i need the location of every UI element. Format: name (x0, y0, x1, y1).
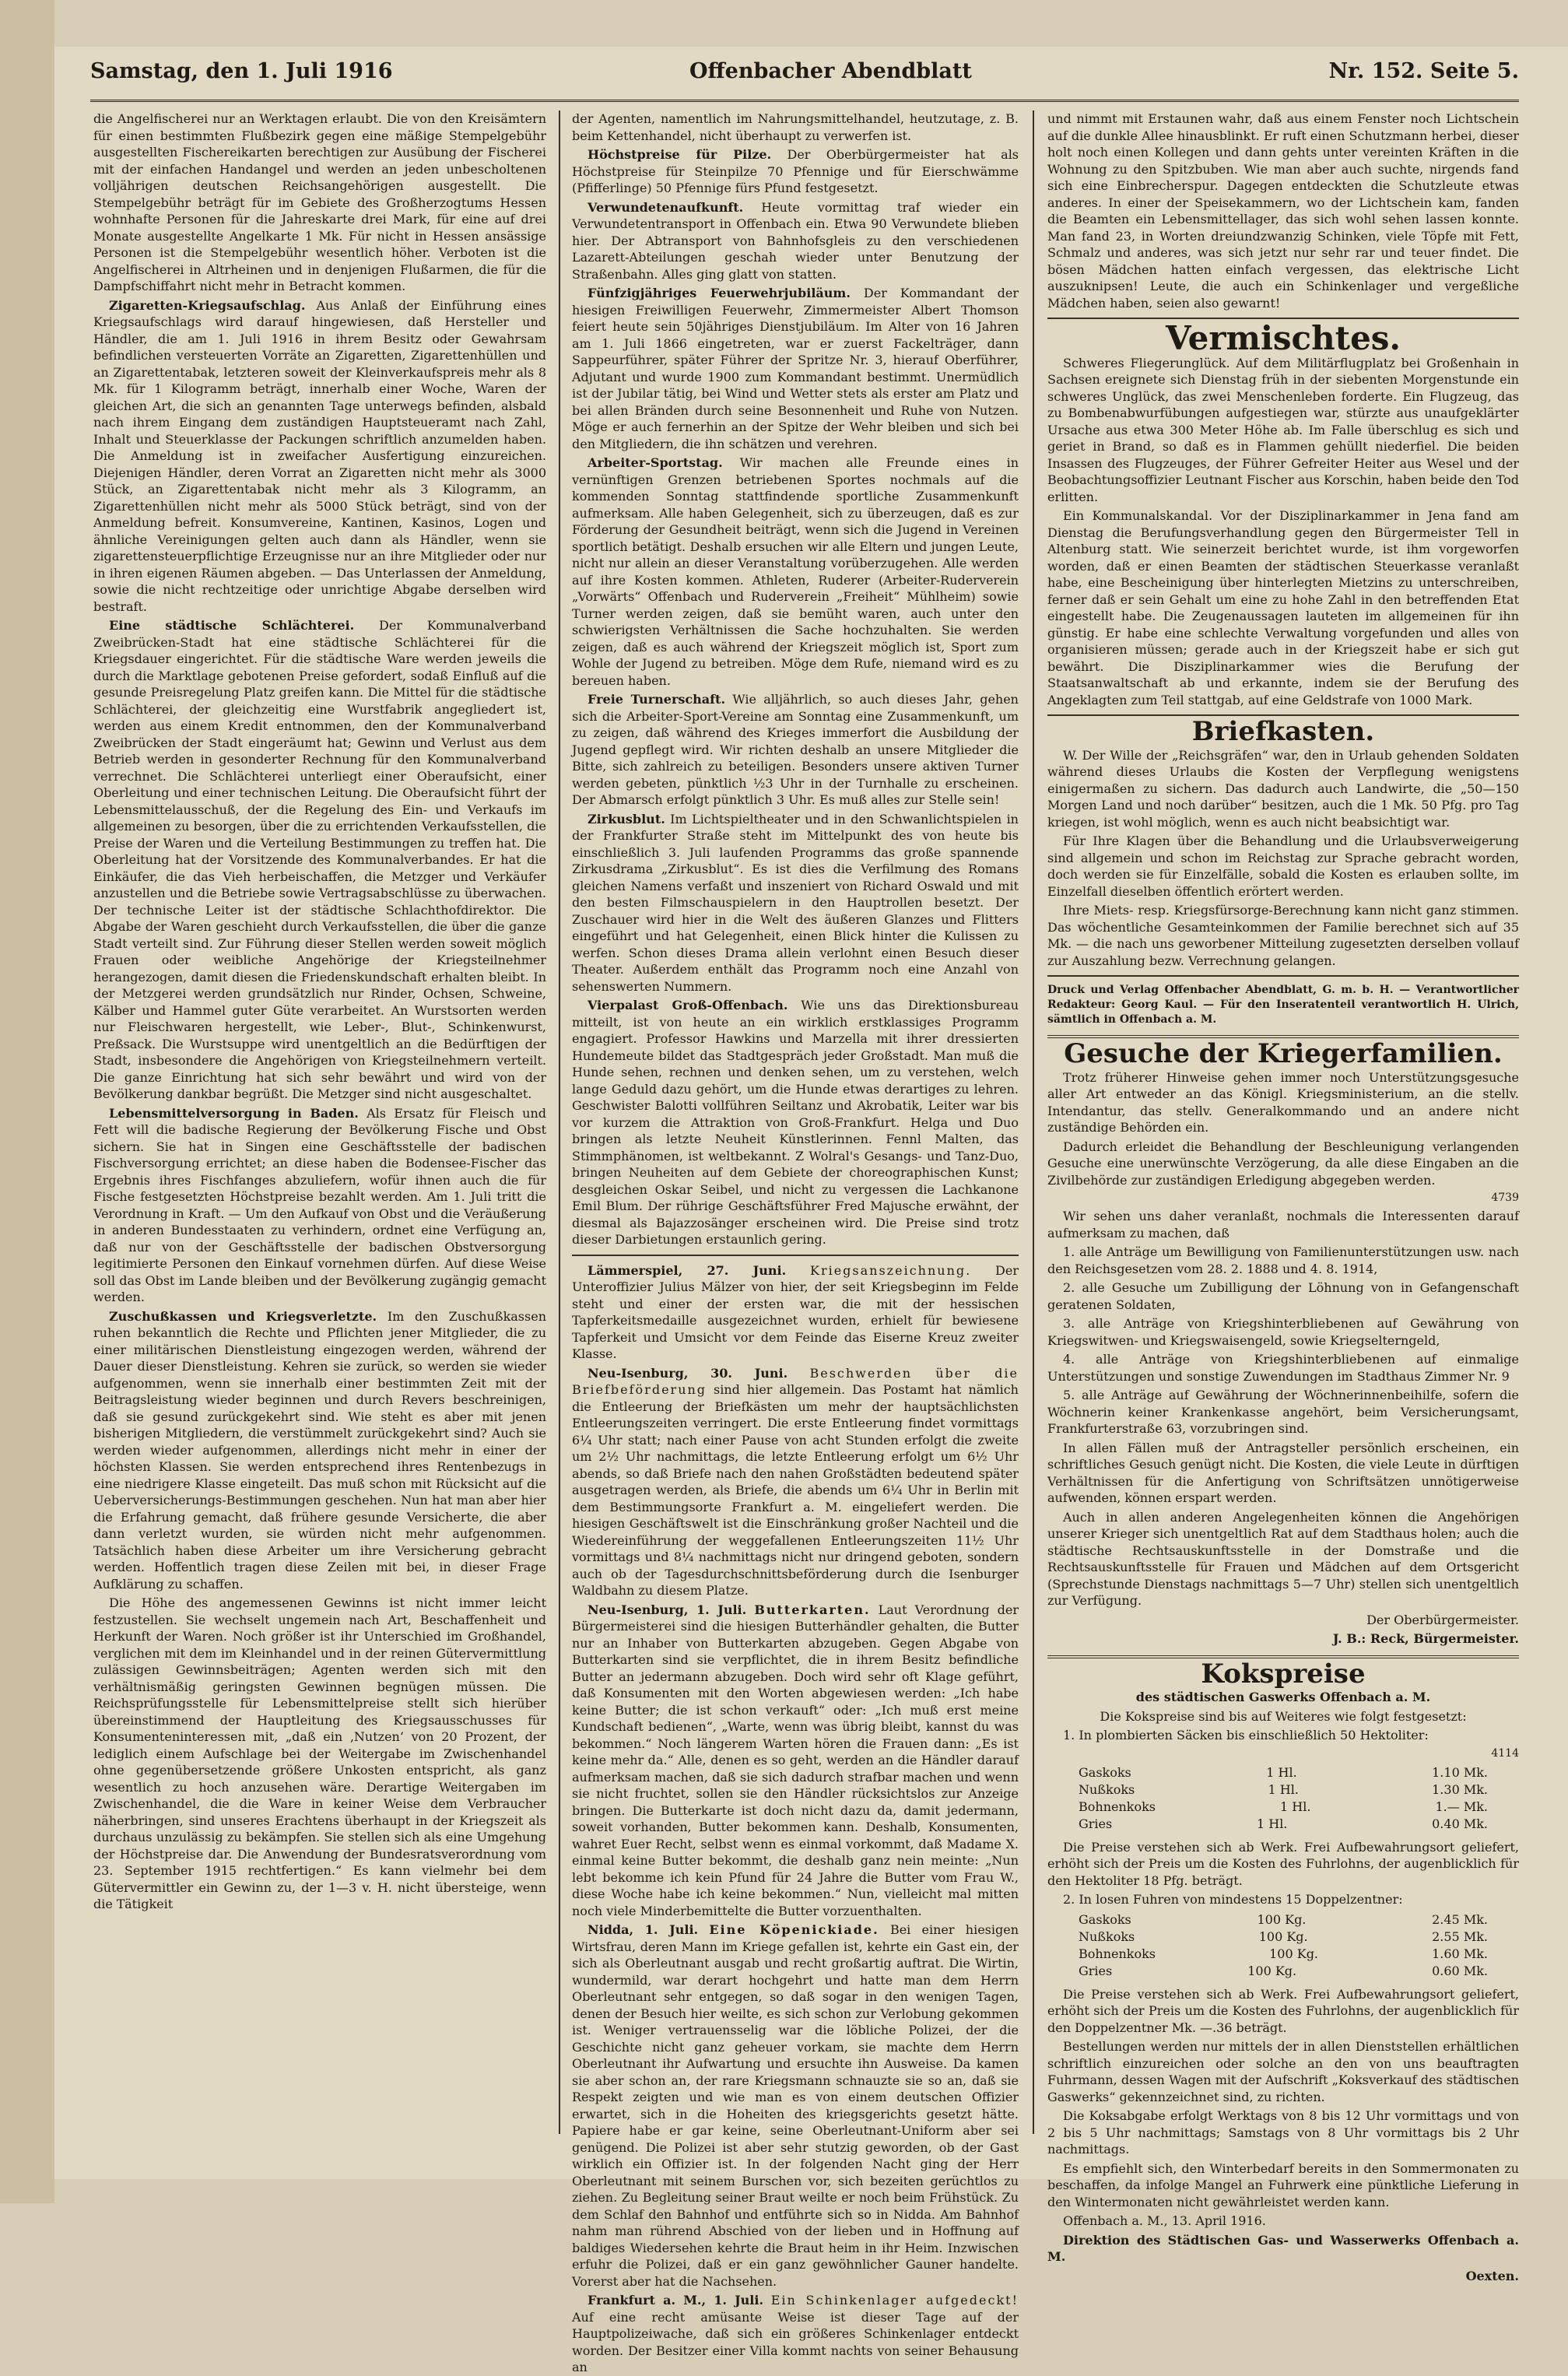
kok-price-row (1047, 1911, 1519, 1929)
heading-sportstag: Arbeiter-Sportstag. (588, 455, 723, 470)
signature-deputy: J. B.: Reck, Bürgermeister. (1332, 1631, 1519, 1646)
kok-price-name: Gries (1079, 1816, 1113, 1831)
section-title-briefkasten: Briefkasten. (1191, 716, 1375, 747)
article-zuschusskassen (93, 1308, 546, 1593)
text-isenburg-post: sind hier allgemein. Das Postamt hat nämlich die Entleerung der Briefkästen um mehr der hauptsächlichsten Entleerungszeiten verringert. Die erste Entleerung findet vormittags 6¼ Uhr statt; nach einer Pause von acht Stunden erfolgt die zweite um 2½ Uhr nachmittags, die letzte Entleerung erfolgt um 6½ Uhr abends, so daß Briefe nach den nahen Großstädten bedeutend später ausgetragen werden, als Briefe, die abends um 6¼ Uhr in Berlin mit dem Bestimmungsorte Frankfurt a. M. eingeliefert werden. Die hiesigen Geschäftswelt ist die Einschränkung großer Nachteil und die Wiedereinführung der weggefallenen Entleerungszeiten 11½ Uhr vormittags und 8¼ nachmittags nicht nur dringend geboten, sondern auch ob der Tagesdurchschnittsbeförderung durch die Isenburger Waldbahn zu diesem Platze. (572, 1382, 1019, 1598)
kok-price-name: Gries (1079, 1963, 1113, 1978)
header-date: Samstag, den 1. Juli 1916 (90, 59, 393, 83)
heading-laemmerspiel: Lämmerspiel, 27. Juni. (588, 1262, 787, 1278)
article-feuerwehr (572, 285, 1019, 452)
kok-subtitle: des städtischen Gaswerks Offenbach a. M. (1135, 1690, 1431, 1704)
imprint: Druck und Verlag Offenbacher Abendblatt, G. m. b. H. — Verantwortlicher Redakteur: Georg Kaul. — Für den Inseratenteil verantwortlich H. Ulrich, sämtlich in Offenbach a. M. (1047, 984, 1519, 1026)
kok-note-1: Die Preise verstehen sich ab Werk. Frei Aufbewahrungsort geliefert, erhöht sich der Preis um die Kosten des Fuhrlohns, der augenblicklich für den Hektoliter 18 Pfg. beträgt. (1047, 1839, 1519, 1888)
kok-note-3: Bestellungen werden nur mittels der in allen Dienststellen erhältlichen schriftlich einzureichen oder solche an den von uns beauftragten Fuhrmann, dessen Wagen mit der Aufschrift „Koksverkauf des städtischen Gaswerks“ gekennzeichnet sind, zu richten. (1047, 2039, 1519, 2104)
heading-isenburg-post: Neu-Isenburg, 30. Juni. (588, 1365, 788, 1381)
text-schlaechterei: Der Kommunalverband Zweibrücken-Stadt hat eine städtische Schlächterei für die Kriegsdauer eingerichtet. Für die städtische Ware werden jeweils die durch die Marktlage gebotenen Preise gefordert, sodaß Einfluß auf die gesunde Preisregelung Platz greifen kann. Die Mittel für die städtische Schlächterei, der gleichzeitig eine Wurstfabrik angegliedert ist, werden aus einem Kredit entnommen, den der Kommunalverband Zweibrücken der Stadt eingeräumt hat; Gewinn und Verlust aus dem Betrieb werden in gesonderter Rechnung für den Kommunalverband verrechnet. Die Schlächterei unterliegt einer Oberaufsicht, einer Oberleitung und einer technischen Leitung. Die Oberaufsicht führt der Lebensmittelausschuß, der die Regelung des Ein- und Verkaufs im allgemeinen zu besorgen, über die zu errichtenden Verkaufsstellen, die Preise der Waren und die Verteilung Bestimmungen zu treffen hat. Die Oberleitung hat der Vorsitzende des Kommunalverbandes. Er hat die Einkäufer, die das Vieh herbeischaffen, die Metzger und Verkäufer anzustellen und die Betriebe sowie Vertragsabschlüsse zu überwachen. Der technische Leiter ist der städtische Schlachthofdirektor. Die Abgabe der Waren geschieht durch Verkaufsstellen, die über die ganze Stadt verteilt sind. Zur Führung dieser Stellen werden soweit möglich Frauen oder weibliche Angehörige der Kriegsteilnehmer herangezogen, damit diesen die Friedenskundschaft erhalten bleibt. In der Metzgerei werden grundsätzlich nur Rinder, Ochsen, Schweine, Kälber und Hammel guter Güte verarbeitet. An Wurstsorten werden nur Fleischwaren hergestellt, wie Leber-, Blut-, Schinkenwurst, Preßsack. Die Wurstsuppe wird unentgeltlich an die Bedürftigen der Stadt, insbesondere die Angehörigen von Kriegsteilnehmern verteilt. Die ganze Einrichtung hat sich sehr bewährt und wird von der Bevölkerung dankbar begrüßt. Die Metzger sind nicht ausgeschaltet. (93, 618, 546, 1101)
kok-price-row (1047, 1764, 1519, 1781)
gesuche-item-2: 2. alle Gesuche um Zubilligung der Löhnung von in Gefangenschaft geratenen Soldaten, (1047, 1280, 1519, 1312)
article-laemmerspiel (572, 1262, 1019, 1363)
section-title-kokspreise: Kokspreise (1201, 1658, 1366, 1690)
gesuche-advice: Auch in allen anderen Angelegenheiten können die Angehörigen unserer Krieger sich unentgeltlich Rat auf dem Stadthaus holen; auch die städtische Rechtsauskunftsstelle in der Domstraße und die Rechtsauskunftsstelle für Frauen und Mädchen auf dem Ortsgericht (Sprechstunde Dienstags nachmittags 5—7 Uhr) stellen sich unentgeltlich zur Verfügung. (1047, 1509, 1519, 1608)
text-verwundete: Heute vormittag traf wieder ein Verwundetentransport in Offenbach ein. Etwa 90 Verwundete blieben hier. Der Abtransport von Bahnhofsgleis zu den verschiedenen Lazarett-Abteilungen geschah wieder unter Benutzung der Straßenbahn. Alles ging glatt von statten. (572, 199, 1019, 282)
article-zigaretten (93, 297, 546, 616)
article-angelfischerei: die Angelfischerei nur an Werktagen erlaubt. Die von den Kreisämtern für einen bestimmten Flußbezirk gegen eine mäßige Stempelgebühr ausgestellten Fischereikarten berechtigen zur Ausübung der Fischerei mit der einfachen Handangel und werden an jeden unbescholtenen volljährigen deutschen Reichsangehörigen ausgestellt. Die Stempelgebühr beträgt für im Gebiete des Großherzogtums Hessen wohnhafte Personen für die Jahreskarte drei Mark, für eine auf drei Monate ausgestellte Angelkarte 1 Mk. Für nicht in Hessen ansässige Personen ist die Stempelgebühr wesentlich höher. Verboten ist die Angelfischerei in Altrheinen und in denjenigen Flußarmen, die für die Dampfschiffahrt nicht mehr in Betracht kommen. (93, 111, 546, 293)
kok-number: 4114 (1491, 1746, 1519, 1760)
kok-intro: Die Kokspreise sind bis auf Weiteres wie folgt festgesetzt: (1100, 1708, 1467, 1724)
kok-price-row (1047, 1816, 1519, 1833)
text-butterkarten: Laut Verordnung der Bürgermeisterei sind die hiesigen Butterhändler gehalten, die Butter nur an Inhaber von Butterkarten abzugeben. Gegen Abgabe von Butterkarten sind sie verpflichtet, die in ihrem Besitz befindliche Butter an jedermann abzugeben. Doch wird sehr oft Klage geführt, daß Konsumenten mit den Worten abgewiesen werden: „Ich habe keine Butter; die ist schon verkauft“ oder: „Ich muß erst meine Kundschaft bedienen“, „Warte, wenn was übrig bleibt, kannst du was bekommen.“ Noch längerem Warten hören die Frauen dann: „Es ist keine mehr da.“ Alle, denen es so geht, werden an die Händler darauf aufmerksam machen, daß sie sich dadurch strafbar machen und wenn sie nicht fruchtet, sollen sie den Händler rücksichtslos zur Anzeige bringen. Die Butterkarte ist doch nicht dazu da, damit jedermann, soweit vorhanden, Butter bekommen kann. Deshalb, Konsumenten, wahret Euer Recht, selbst wenn es einmal vorkommt, daß Madame X. einmal keine Butter bekommt, die deshalb ganz nein meinte: „Nun lebt bekomme ich kein Pfund für 24 Jahre die Butter vom Frau W., diese Woche habe ich keine bekommen.“ Nun, vielleicht mal mitten noch viele Minderbemittelte die Butter vorzuenthalten. (572, 1602, 1019, 1918)
heading-pilze: Höchstpreise für Pilze. (588, 147, 772, 162)
article-pilze (572, 146, 1019, 197)
kok-section-2: 2. In losen Fuhren von mindestens 15 Doppelzentner: (1063, 1892, 1403, 1907)
gesuche-delay: Dadurch erleidet die Behandlung der Beschleunigung verlangenden Gesuche eine unerwünschte Verzögerung, da alle diese Eingaben an die Zivilbehörde zur zuständigen Erledigung abgegeben werden. (1047, 1139, 1519, 1188)
article-turnerschaft (572, 691, 1019, 809)
article-gewinn: Die Höhe des angemessenen Gewinns ist nicht immer leicht festzustellen. Sie wechselt ungemein nach Art, Beschaffenheit und Herkunft der Waren. Noch größer ist ihr Unterschied im Großhandel, verglichen mit dem im Kleinhandel und in der reinen Gütervermittlung zulässigen Gewinnsbeiträgen; Agenten werden sich mit den verhältnismäßig geringsten Gewinnen begnügen müssen. Die Reichsprüfungsstelle für Lebensmittelpreise stellt sich hierüber übereinstimmend der Hauptleitung des Kriegsausschusses für Konsumenteninteressen mit, „daß ein ‚Nutzen‘ von 20 Prozent, der lediglich einem Aufschlage bei der Weitergabe im Zwischenhandel ohne gegenübersetzende größere Unkosten entspricht, als ganz wesentlich zu hoch anzusehen wäre. Derartige Weitergaben im Zwischenhandel, die die Ware in keiner Weise dem Verbraucher näherbringen, sind unseres Erachtens überhaupt in der Kriegszeit als durchaus unzulässig zu bekämpfen. Sie stellen sich als eine Umgehung der Höchstpreise dar. Die Anwendung der Bundesratsverordnung vom 23. September 1915 rechtfertigen.“ Es kann vielmehr bei dem Gütervermittler ein Gewinn zu, der 1—3 v. H. nicht übersteige, wenn die Tätigkeit (93, 1595, 546, 1911)
gesuche-number: 4739 (1491, 1192, 1519, 1204)
kok-price-name: Nußkoks (1079, 1781, 1135, 1797)
article-butterkarten (572, 1602, 1019, 1920)
header-page-number: Nr. 152. Seite 5. (1328, 59, 1519, 83)
kok-price-price: 0.60 Mk. (1432, 1963, 1488, 1978)
kok-note-2: Die Preise verstehen sich ab Werk. Frei Aufbewahrungsort geliefert, erhöht sich der Preis um die Kosten des Fuhrlohns, der augenblicklich für den Doppelzentner Mk. —.36 beträgt. (1047, 1986, 1519, 2035)
subheading-laemmerspiel: Kriegsanszeichnung. (809, 1262, 972, 1278)
kok-price-price: 2.45 Mk. (1432, 1911, 1488, 1927)
kok-price-qty: 100 Kg. (1258, 1929, 1308, 1944)
kok-price-price: 0.40 Mk. (1432, 1816, 1488, 1831)
column-divider-2 (1033, 111, 1034, 2134)
kok-date: Offenbach a. M., 13. April 1916. (1063, 2213, 1266, 2228)
gesuche-notice: Wir sehen uns daher veranlaßt, nochmals die Interessenten darauf aufmerksam zu machen, daß (1047, 1209, 1519, 1241)
text-zirkusblut: Im Lichtspieltheater und in den Schwanlichtspielen in der Frankfurter Straße steht im Mittelpunkt des von heute bis einschließlich 3. Juli laufenden Programms das große spannende Zirkusdrama „Zirkusblut“. Es ist dies die Verfilmung des Romans gleichen Namens verfaßt und inszeniert von Richard Oswald und mit den besten Filmschauspielern in den Hauptrollen besetzt. Der Zuschauer wird hier in die Welt des äußeren Glanzes und Flitters eingeführt und hat Gelegenheit, einen Blick hinter die Kulissen zu werfen. Schon dieses Drama allein verlohnt einen Besuch dieser Theater. Außerdem enthält das Programm noch eine Anzahl von sehenswerten Nummern. (572, 811, 1019, 994)
gesuche-item-3: 3. alle Anträge von Kriegshinterbliebenen auf Gewährung von Kriegswitwen- und Kriegswaisengeld, sowie Kriegselterngeld, (1047, 1316, 1519, 1348)
text-pilze: Der Oberbürgermeister hat als Höchstpreise für Steinpilze 70 Pfennige und für Eierschwämme (Pfifferlinge) 50 Pfennige fürs Pfund festgesetzt. (572, 147, 1019, 195)
kok-price-price: 1.30 Mk. (1432, 1781, 1488, 1797)
letter-answer-2: Für Ihre Klagen über die Behandlung und die Urlaubsverweigerung sind allgemein und schon im Reichstag zur Sprache gebracht worden, doch werden sie für Einzelfälle, sobald die Kosten es erlauben sollte, im Einzelfall dieselben öffentlich erörtert werden. (1047, 834, 1519, 899)
gesuche-item-1: 1. alle Anträge um Bewilligung von Familienunterstützungen usw. nach den Reichsgesetzen vom 28. 2. 1888 und 4. 8. 1914, (1047, 1244, 1519, 1276)
heading-nidda: Nidda, 1. Juli. (588, 1922, 699, 1937)
header-masthead: Offenbacher Abendblatt (689, 59, 972, 83)
kok-price-qty: 100 Kg. (1257, 1911, 1307, 1927)
kok-price-name: Gaskoks (1079, 1911, 1131, 1927)
letter-answer-3: Ihre Miets- resp. Kriegsfürsorge-Berechnung kann nicht ganz stimmen. Das wöchentliche Gesamteinkommen der Familie berechnet sich auf 35 Mk. — die nach uns geworbener Mitteilung zugesetzten derselben vollauf zur Auszahlung bezw. Verrechnung gelangen. (1047, 903, 1519, 968)
heading-turnerschaft: Freie Turnerschaft. (588, 692, 726, 707)
divider-kokspreise (1047, 1655, 1519, 1658)
gesuche-personal: In allen Fällen muß der Antragsteller persönlich erscheinen, ein schriftliches Gesuch genügt nicht. Die Kosten, die viele Leute in dürftigen Verhältnissen für die Anfertigung von Schriftsätzen unnötigerweise aufwenden, können erspart werden. (1047, 1440, 1519, 1505)
kok-direction: Direktion des Städtischen Gas- und Wasserwerks Offenbach a. M. (1047, 2232, 1519, 2264)
heading-zuschusskassen: Zuschußkassen und Kriegsverletzte. (109, 1308, 377, 1324)
kok-note-4: Die Koksabgabe erfolgt Werktags von 8 bis 12 Uhr vormittags und von 2 bis 5 Uhr nachmittags; Samstags von 8 Uhr vormittags bis 2 Uhr nachmittags. (1047, 2108, 1519, 2157)
gesuche-item-5: 5. alle Anträge auf Gewährung der Wöchnerinnenbeihilfe, sofern die Wöchnerin keiner Krankenkasse angehört, beim Versicherungsamt, Frankfurterstraße 63, vorzubringen sind. (1047, 1388, 1519, 1436)
section-title-gesuche: Gesuche der Kriegerfamilien. (1064, 1038, 1503, 1069)
heading-butterkarten: Neu-Isenburg, 1. Juli. (588, 1602, 747, 1617)
column-3 (1047, 111, 1519, 2283)
kok-price-row (1047, 1799, 1519, 1816)
article-schinken-cont: und nimmt mit Erstaunen wahr, daß aus einem Fenster noch Lichtschein auf die dunkle Allee hinausblinkt. Er ruft einen Schutzmann herbei, dieser holt noch einen Kollegen und dann gehts unter vereinten Kräften in die Wohnung zu den Spitzbuben. Wie man aber auch suchte, nirgends fand sich eine Einbrecherspur. Dagegen entdeckten die Schutzleute etwas anderes. In einer der Speisekammern, wo der Lichtschein kam, fanden die Beamten ein Lebensmittellager, das sich wohl sehen lassen konnte. Man fand 23, in Worten dreiundzwanzig Schinken, viele Töpfe mit Fett, Schmalz und anderes, was sich jetzt nur sehr rar und teuer findet. Die bösen Mädchen hatten einfach vergessen, das elektrische Licht auszuknipsen! Leute, die auch ein Schinkenlager und vergeßliche Mädchen haben, seien also gewarnt! (1047, 111, 1519, 311)
article-sportstag (572, 454, 1019, 689)
gesuche-item-4: 4. alle Anträge von Kriegshinterbliebenen auf einmalige Unterstützungen und sonstige Zuwendungen im Stadthaus Zimmer Nr. 9 (1047, 1352, 1519, 1384)
signature-mayor: Der Oberbürgermeister. (1366, 1612, 1519, 1627)
text-vierpalast: Wie uns das Direktionsbureau mitteilt, ist von heute an ein wirklich erstklassiges Programm engagiert. Professor Hawkins und Marzella mit ihrer dressierten Hundemeute bildet das Stadtgespräch jeder Großstadt. Man muß die Hunde sehen, rechnen und denken sehen, um zu verstehen, welch lange Geduld dazu gehört, um die Hunde etwas derartiges zu lehren. Geschwister Balotti vollführen Seiltanz und Akrobatik, Leiter war bis vor kurzem die Attraktion von Groß-Frankfurt. Helga und Duo bringen als letzte Neuheit Künstlerinnen. Fennl Malten, das Stimmphänomen, ist weltbekannt. Z Wolral's Gesangs- und Tanz-Duo, bringen Neuheiten auf dem Gebiete der choreographischen Kunst; desgleichen Oskar Seibel, und nicht zu vergessen die Lachkanone Emil Blum. Der rührige Geschäftsführer Fred Majusche erwähnt, der diesmal als Bajazzosänger erscheinen wird. Die Preise sind trotz dieser Darbietungen erstaunlich gering. (572, 998, 1019, 1247)
gesuche-intro: Trotz früherer Hinweise gehen immer noch Unterstützungsgesuche aller Art entweder an das Königl. Kriegsministerium, an die stellv. Intendantur, das stellv. Generalkommando und an andere nicht zuständige Behörden ein. (1047, 1069, 1519, 1135)
text-sportstag: Wir machen alle Freunde eines in vernünftigen Grenzen betriebenen Sportes nochmals auf die kommenden Sonntag stattfindende sportliche Zusammenkunft aufmerksam. Alle haben Gelegenheit, sich zu überzeugen, daß es zur Förderung der Gesundheit beiträgt, wenn sich die Jugend in Vereinen sportlich betätigt. Deshalb ersuchen wir alle Eltern und jungen Leute, nicht nur allein an dieser Veranstaltung vorüberzugehen. Alle werden auf ihre Kosten kommen. Athleten, Ruderer (Arbeiter-Ruderverein „Vorwärts“ Offenbach und Ruderverein „Freiheit“ Mühlheim) sowie Turner werden zeigen, daß sie bemüht waren, auch unter den schwierigsten Verhältnissen die Sache hochzuhalten. Sie werden zeigen, daß es auch während der Kriegszeit möglich ist, Sport zum Wohle der Jugend zu betreiben. Möge dem Rufe, niemand wird es zu bereuen haben. (572, 455, 1019, 688)
divider-imprint (1047, 975, 1519, 977)
subheading-nidda: Eine Köpenickiade. (709, 1922, 879, 1937)
heading-frankfurt: Frankfurt a. M., 1. Juli. (588, 2293, 764, 2308)
page-header (90, 54, 1519, 93)
heading-zigaretten: Zigaretten-Kriegsaufschlag. (109, 297, 306, 313)
kok-price-name: Gaskoks (1079, 1764, 1131, 1780)
article-schlaechterei (93, 617, 546, 1103)
heading-baden: Lebensmittelversorgung in Baden. (109, 1105, 359, 1121)
kok-price-price: 1.10 Mk. (1432, 1764, 1488, 1780)
kok-price-name: Bohnenkoks (1079, 1799, 1156, 1814)
kok-price-price: 1.60 Mk. (1432, 1946, 1488, 1961)
kok-price-row (1047, 1929, 1519, 1946)
kok-price-qty: 1 Hl. (1256, 1816, 1288, 1831)
kok-price-row (1047, 1781, 1519, 1799)
article-baden (93, 1105, 546, 1306)
kok-price-qty: 1 Hl. (1266, 1764, 1297, 1780)
letter-answer-1: W. Der Wille der „Reichsgräfen“ war, den in Urlaub gehenden Soldaten während dieses Urlaubs die Kosten der Verpflegung wenigstens einigermaßen zu sichern. Das dadurch auch Landwirte, die „50—150 Morgen Land und noch darüber“ besitzen, auch die 1 Mk. 50 Pfg. pro Tag kriegen, ist wohl möglich, wenn es auch nicht beabsichtigt war. (1047, 747, 1519, 830)
kok-price-name: Nußkoks (1079, 1929, 1135, 1944)
subheading-frankfurt: Ein Schinkenlager aufgedeckt! (770, 2293, 1019, 2308)
heading-feuerwehr: Fünfzigjähriges Feuerwehrjubiläum. (588, 286, 851, 300)
text-feuerwehr: Der Kommandant der hiesigen Freiwilligen Feuerwehr, Zimmermeister Albert Thomson feiert heute sein 50jähriges Dienstjubiläum. Im Alter von 16 Jahren am 1. Juli 1866 eingetreten, war er zuerst Fackelträger, dann Sappeurführer, später Führer der Spritze Nr. 3, hierauf Oberführer, Adjutant und wurde 1900 zum Kommandant bestimmt. Unermüdlich ist der Jubilar tätig, bei Wind und Wetter stets als erster am Platz und bei allen Bränden durch seine Besonnenheit und Ruhe von Nutzen. Möge er auch fernerhin an der Spitze der Wehr bleiben und sich bei den Mitgliedern, die ihn schätzen und verehren. (572, 286, 1019, 451)
kok-price-list-2 (1047, 1911, 1519, 1980)
header-rule (90, 100, 1519, 102)
kok-price-row (1047, 1946, 1519, 1963)
divider-local-news (572, 1255, 1019, 1256)
subheading-butterkarten: Butterkarten. (754, 1602, 871, 1617)
kok-note-5: Es empfiehlt sich, den Winterbedarf bereits in den Sommermonaten zu beschaffen, da infolge Mangel an Fuhrwerk eine pünktliche Lieferung in den Wintermonaten nicht gewährleistet werden kann. (1047, 2160, 1519, 2209)
text-zuschusskassen: Im den Zuschußkassen ruhen bekanntlich die Rechte und Pflichten jener Mitglieder, die zu einer militärischen Dienstleistung eingezogen werden, während der Dauer dieser Dienstleistung. Kehren sie zurück, so werden sie wieder aufgenommen, wenn sie innerhalb einer bestimmten Zeit mit der Beitragsleistung wieder beginnen und durch Revers beschreinigen, daß sie gesund zurückgekehrt sind. Wie steht es aber mit jenen bisherigen Mitgliedern, die verstümmelt zurückgekehrt sind? Auch sie werden wieder aufgenommen, allerdings nicht mehr in einer der höchsten Klassen. Sie werden entsprechend ihres Rentenbezugs in eine niedrigere Klasse eingeteilt. Das muß schon mit Rücksicht auf die Ueberversicherungs-Bestimmungen geschehen. Nun hat man aber hier die Erfahrung gemacht, daß frühere gesunde Versicherte, die aber dann verletzt wurden, sie würden nicht mehr aufgenommen. Tatsächlich haben diese Arbeiter um ihre Versicherung gebracht werden. Hoffentlich tragen diese Zeilen mit bei, in dieser Frage Aufklärung zu schaffen. (93, 1308, 546, 1592)
subheading-isenburg-post: Beschwerden über die Briefbeförderung (572, 1365, 1019, 1397)
text-zigaretten: Aus Anlaß der Einführung eines Kriegsaufschlags wird darauf hingewiesen, daß Hersteller und Händler, die am 1. Juli 1916 in ihrem Besitz oder Gewahrsam befindlichen versteuerten Vorräte an Zigaretten, Zigarettenhüllen und an Zigarettentabak, letzteren soweit der Kleinverkaufspreis mehr als 8 Mk. für 1 Kilogramm beträgt, innerhalb einer Woche, Waren der gleichen Art, die sich an genannten Tage unterwegs befinden, alsbald nach ihrem Eingang dem zuständigen Hauptsteueramt nach Zahl, Inhalt und Steuerklasse der Packungen schriftlich anzumelden haben. Die Anmeldung ist in zweifacher Ausfertigung einzureichen. Diejenigen Händler, deren Vorrat an Zigaretten nicht mehr als 3000 Stück, an Zigarettentabak nicht mehr als 3 Kilogramm, an Zigarettenhüllen nicht mehr als 5000 Stück beträgt, sind von der Anmeldung befreit. Konsumvereine, Kantinen, Kasinos, Logen und ähnliche Vereinigungen gelten auch dann als Händler, wenn sie zigarettensteuerpflichtige Erzeugnisse nur an ihre Mitglieder oder nur in ihren eigenen Räumen abgeben. — Das Unterlassen der Anmeldung, sowie die nicht rechtzeitige oder unrichtige Abgabe derselben wird bestraft. (93, 297, 546, 614)
article-nidda (572, 1922, 1019, 2290)
kok-price-list-1 (1047, 1764, 1519, 1833)
kok-price-qty: 100 Kg. (1269, 1946, 1319, 1961)
kok-price-qty: 1 Hl. (1280, 1799, 1311, 1814)
kok-price-name: Bohnenkoks (1079, 1946, 1156, 1961)
article-isenburg-post (572, 1365, 1019, 1599)
article-verwundete (572, 199, 1019, 283)
kok-price-qty: 1 Hl. (1268, 1781, 1299, 1797)
kok-price-qty: 100 Kg. (1247, 1963, 1297, 1978)
article-zirkusblut (572, 811, 1019, 995)
text-turnerschaft: Wie alljährlich, so auch dieses Jahr, gehen sich die Arbeiter-Sport-Vereine am Sonntag eine Zusammenkunft, um zu zeigen, daß während des Krieges immerfort die Ausbildung der Jugend gepflegt wird. Wir richten deshalb an unsere Mitglieder die Bitte, sich zahlreich zu beteiligen. Besonders unsere aktiven Turner werden gebeten, pünktlich ½3 Uhr in der Turnhalle zu erscheinen. Der Abmarsch erfolgt pünktlich 3 Uhr. Es muß alles zur Stelle sein! (572, 692, 1019, 807)
column-2 (572, 111, 1019, 2374)
page-margin-shadow (0, 0, 54, 2203)
kok-price-row (1047, 1963, 1519, 1980)
heading-verwundete: Verwundetenaufkunft. (588, 199, 744, 215)
text-frankfurt: Auf eine recht amüsante Weise ist dieser Tage auf der Hauptpolizeiwache, daß sich ein größeres Schinkenlager entdeckt worden. Der Besitzer einer Villa kommt nachts von seiner Behausung an (572, 2309, 1019, 2374)
heading-zirkusblut: Zirkusblut. (588, 811, 665, 827)
article-vierpalast (572, 997, 1019, 1248)
text-laemmerspiel: Der Unteroffizier Julius Mälzer von hier, der seit Kriegsbeginn im Felde steht und einer der ersten war, die mit der hessischen Tapferkeitsmedaille ausgezeichnet wurden, erhielt für bewiesene Tapferkeit und Umsicht vor dem Feinde das Eiserne Kreuz zweiter Klasse. (572, 1262, 1019, 1361)
column-1 (93, 111, 546, 2150)
heading-schlaechterei: Eine städtische Schlächterei. (109, 618, 355, 633)
column-divider-1 (559, 111, 560, 2134)
kok-price-price: 1.— Mk. (1435, 1799, 1488, 1814)
kok-section-1: 1. In plombierten Säcken bis einschließlich 50 Hektoliter: (1063, 1728, 1429, 1743)
heading-vierpalast: Vierpalast Groß-Offenbach. (588, 998, 788, 1013)
article-frankfurt (572, 2292, 1019, 2376)
kok-price-price: 2.55 Mk. (1432, 1929, 1488, 1944)
article-agenten: der Agenten, namentlich im Nahrungsmittelhandel, heutzutage, z. B. beim Kettenhandel, nicht überhaupt zu verwerfen ist. (572, 111, 1019, 143)
text-baden: Als Ersatz für Fleisch und Fett will die badische Regierung der Bevölkerung Fische und Obst sichern. Sie hat in Singen eine Geschäftsstelle der badischen Fischversorgung errichtet; an diese haben die Bodensee-Fischer das Ergebnis ihres Fischfanges abzuliefern, wofür ihnen auch die für Fische festgesetzten Höchstpreise bezahlt werden. Am 1. Juli tritt die Verordnung in Kraft. — Um den Aufkauf von Obst und die Veräußerung in anderen Bundesstaaten zu verhindern, ordnet eine Verfügung an, daß nur von der Geschäftsstelle der badischen Obstversorgung legitimierte Personen den Einkauf vornehmen dürfen. Auf diese Weise soll das Obst im Lande bleiben und der Bevölkerung zugängig gemacht werden. (93, 1105, 547, 1304)
article-fliegerunglueck: Schweres Fliegerunglück. Auf dem Militärflugplatz bei Großenhain in Sachsen ereignete sich Dienstag früh in der siebenten Morgenstunde ein schweres Unglück, das zwei Menschenleben forderte. Ein Flugzeug, das zu Bombenabwurfübungen aufgestiegen war, stürzte aus unaufgeklärter Ursache aus etwa 300 Meter Höhe ab. Im Falle überschlug es sich und geriet in Brand, so daß es in Flammen gehüllt niederfiel. Die beiden Insassen des Flugzeuges, der Führer Gefreiter Heiter aus Wesel und der Beobachtungsoffizier Leutnant Fischer aus Korschin, haben beide den Tod erlitten. (1047, 355, 1519, 504)
text-nidda: Bei einer hiesigen Wirtsfrau, deren Mann im Kriege gefallen ist, kehrte ein Gast ein, der sich als Oberleutnant ausgab und recht großartig auftrat. Die Wirtin, wundermild, war derart hochgehrt und hatte man dem Herrn Oberleutnant sehr entgegen, so daß sogar in den wenigen Tagen, denen der Besuch hier weilte, es sich schon zur Verlobung gekommen ist. Weniger vertrauensselig war die löbliche Polizei, der die Geschichte nicht ganz geheuer vorkam, sie machte dem Herrn Oberleutnant ihr Aufwartung und ersuchte ihn Ausweise. Da kamen sie aber schon an, der rare Kriegsmann schnauzte sie so an, daß sie Respekt zeigten und wie man es von einem deutschen Offizier erwartet, sich in die Hoheiten des kriegsgerichts gesetzt hätte. Papiere habe er gar keine, seine Oberleutnant-Uniform aber sei genügend. Die Polizei ist aber sehr stutzig geworden, ob der Gast wirklich ein Offizier ist. In der folgenden Nacht ging der Herr Oberleutnant mit seinem Burschen vor, sich bezeiten gerüchtlos zu ziehen. Zu Begleitung seiner Braut weilte er noch beim Frühstück. Zu dem Schlaf den Bahnhof und entführte sich so in Nidda. Am Bahnhof nahm man rührend Abschied von der lieben und in Hoffnung auf baldiges Wiedersehen kehrte die Braut heim in ihr Heim. Inzwischen erfuhr die Polizei, daß er ein ganz gewöhnlicher Gauner handelte. Vorerst aber hat die Nachsehen. (572, 1922, 1019, 2289)
section-title-vermischtes: Vermischtes. (1165, 319, 1401, 357)
kok-signature: Oexten. (1465, 2268, 1519, 2283)
article-kommunalskandal: Ein Kommunalskandal. Vor der Disziplinarkammer in Jena fand am Dienstag die Berufungsverhandlung gegen den Bürgermeister Tell in Altenburg statt. Wie seinerzeit berichtet wurde, ist ihm vorgeworfen worden, daß er einen Beamten der städtischen Steuerkasse veranlaßt habe, eine Bescheinigung über hinterlegten Mietzins zu unterschreiben, ferner daß er sein Gehalt um eine zu hohe Zahl in den betreffenden Etat eingestellt habe. Die Zeugenaussagen lauteten im allgemeinen für ihn günstig. Er habe eine schlechte Verwaltung vorgefunden und alles von organisieren müssen; gerade auch in der Kriegszeit habe er sich gut bewährt. Die Disziplinarkammer wies die Berufung der Staatsanwaltschaft ab und erkannte, indem sie der Berufung des Angeklagten zum Teil stattgab, auf eine Geldstrafe von 1000 Mark. (1047, 508, 1519, 707)
